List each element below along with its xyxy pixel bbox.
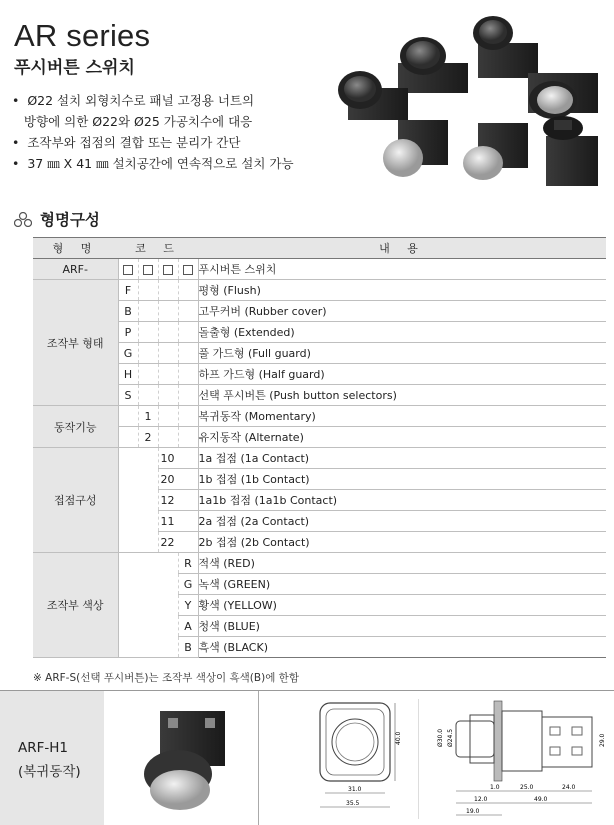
model-desc: (복귀동작): [18, 764, 81, 780]
code-box: [163, 265, 173, 275]
group-label: 접점구성: [33, 448, 118, 553]
model-name: ARF-H1: [18, 740, 68, 756]
row-desc: 푸시버튼 스위치: [198, 259, 606, 280]
code-cell: 22: [158, 532, 198, 553]
row-desc: 1b 접점 (1b Contact): [198, 469, 606, 490]
dim-29: 29.0: [599, 733, 606, 747]
divider: [418, 699, 419, 819]
code-cell: G: [178, 574, 198, 595]
table-row: [33, 343, 606, 364]
dim-25: 25.0: [520, 784, 534, 791]
group-label: 조작부 형태: [33, 280, 118, 406]
page-title: AR series: [14, 18, 151, 53]
group-label: 조작부 색상: [33, 553, 118, 658]
code-box: [123, 265, 133, 275]
code-cell: 12: [158, 490, 198, 511]
row-desc: 하프 가드형 (Half guard): [198, 364, 606, 385]
row-desc: 흑색 (BLACK): [198, 637, 606, 658]
row-desc: 복귀동작 (Momentary): [198, 406, 606, 427]
header-code: 코 드: [118, 238, 198, 259]
table-row: [33, 385, 606, 406]
table-row: [33, 280, 606, 301]
circles-icon: [14, 212, 32, 227]
code-box: [183, 265, 193, 275]
feature-item: 방향에 의한 Ø22와 Ø25 가공치수에 대응: [23, 114, 253, 129]
row-desc: 2a 접점 (2a Contact): [198, 511, 606, 532]
dim-1: 1.0: [490, 784, 500, 791]
dim-35-5: 35.5: [346, 800, 360, 807]
table-row: [33, 259, 606, 280]
row-desc: 돌출형 (Extended): [198, 322, 606, 343]
dim-dia-24-5: Ø24.5: [447, 728, 454, 747]
divider: [258, 691, 259, 825]
model-label-box: [0, 691, 104, 825]
section-title: 형명구성: [40, 211, 100, 229]
code-cell: F: [118, 280, 138, 301]
row-desc: 청색 (BLUE): [198, 616, 606, 637]
row-desc: 적색 (RED): [198, 553, 606, 574]
header-model: 형 명: [33, 238, 118, 259]
code-cell: H: [118, 364, 138, 385]
side-view-drawing: [430, 699, 610, 824]
model-code-table: [33, 237, 606, 658]
dim-24: 24.0: [562, 784, 576, 791]
code-cell: 1: [138, 406, 158, 427]
table-row: [33, 448, 606, 469]
code-box: [143, 265, 153, 275]
front-view-drawing: [300, 701, 415, 825]
code-cell: G: [118, 343, 138, 364]
table-row: [33, 427, 606, 448]
row-desc: 유지동작 (Alternate): [198, 427, 606, 448]
feature-item: • 37 ㎜ X 41 ㎜ 설치공간에 연속적으로 설치 가능: [12, 156, 294, 171]
product-photo: [318, 8, 614, 190]
table-row: [33, 301, 606, 322]
row-desc: 선택 푸시버튼 (Push button selectors): [198, 385, 606, 406]
footnote: ※ ARF-S(선택 푸시버튼)는 조작부 색상이 흑색(B)에 한함: [33, 672, 299, 684]
header-content: 내 용: [198, 238, 606, 259]
code-cell: S: [118, 385, 138, 406]
feature-item: • 조작부와 접점의 결합 또는 분리가 간단: [12, 135, 241, 150]
code-cell: A: [178, 616, 198, 637]
dim-19: 19.0: [466, 808, 480, 815]
code-cell: 10: [158, 448, 198, 469]
table-row: [33, 553, 606, 574]
table-row: [33, 322, 606, 343]
row-desc: 2b 접점 (2b Contact): [198, 532, 606, 553]
table-header-row: [33, 238, 606, 259]
dim-49: 49.0: [534, 796, 548, 803]
code-cell: B: [118, 301, 138, 322]
row-desc: 고무커버 (Rubber cover): [198, 301, 606, 322]
code-cell: Y: [178, 595, 198, 616]
row-desc: 1a1b 접점 (1a1b Contact): [198, 490, 606, 511]
code-cell: R: [178, 553, 198, 574]
dim-40: 40.0: [395, 731, 402, 745]
row-desc: 평형 (Flush): [198, 280, 606, 301]
row-desc: 풀 가드형 (Full guard): [198, 343, 606, 364]
table-row: [33, 406, 606, 427]
dim-dia-30: Ø30.0: [437, 728, 444, 747]
code-cell: B: [178, 637, 198, 658]
table-row: [33, 364, 606, 385]
code-cell: 20: [158, 469, 198, 490]
feature-list: [12, 90, 294, 174]
feature-item: • Ø22 설치 외형치수로 패널 고정용 너트의: [12, 93, 255, 108]
dim-31: 31.0: [348, 786, 362, 793]
row-desc: 1a 접점 (1a Contact): [198, 448, 606, 469]
page-subtitle: 푸시버튼 스위치: [14, 58, 135, 78]
group-label: 동작기능: [33, 406, 118, 448]
model-detail-panel: [0, 690, 614, 825]
model-prefix: ARF-: [33, 259, 118, 280]
code-cell: P: [118, 322, 138, 343]
dim-12: 12.0: [474, 796, 488, 803]
row-desc: 녹색 (GREEN): [198, 574, 606, 595]
code-cell: 11: [158, 511, 198, 532]
arf-h1-photo: [130, 706, 240, 816]
code-cell: 2: [138, 427, 158, 448]
section-header: [14, 208, 100, 230]
row-desc: 황색 (YELLOW): [198, 595, 606, 616]
